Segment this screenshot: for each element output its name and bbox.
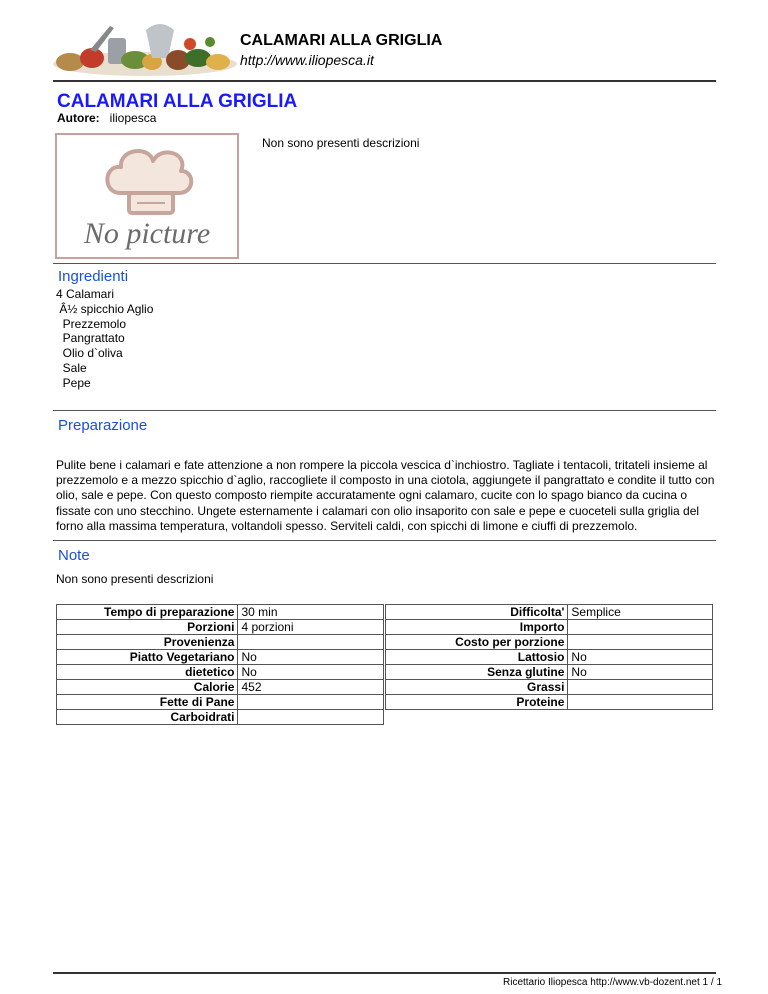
info-label: Piatto Vegetariano <box>57 650 238 665</box>
info-label: Provenienza <box>57 635 238 650</box>
preparation-text: Pulite bene i calamari e fate attenzione a non rompere la piccola vescica d`inchiostro. Tagliate i tentacoli, tritateli insieme al prezzemolo e a mezzo spicchio d`aglio, raccogliete il composto in una ciotola, aggiungete il pangrattato e condite il tutto con olio, sale e pepe. Con questo composto riempite accuratamente ogni calamaro, cucite con lo spago bianco da cucina o fissate con uno stecchino. Ungete esternamente i calamari con olio insaporito con sale e pepe e cuoceteli sulla griglia del forno alla massima temperatura, voltandoli spesso. Serviteli caldi, con spicchi di limone e ciuffi di prezzemolo. <box>56 458 715 533</box>
site-url[interactable]: http://www.iliopesca.it <box>240 52 374 68</box>
info-value: No <box>238 665 384 680</box>
ingredient-item: Prezzemolo <box>56 316 127 331</box>
info-label: dietetico <box>57 665 238 680</box>
info-value <box>568 680 713 695</box>
info-value <box>568 695 713 710</box>
info-label: Difficolta' <box>386 605 568 620</box>
info-row <box>386 605 713 620</box>
info-row <box>386 635 713 650</box>
footer-divider <box>53 972 716 974</box>
info-value: 452 <box>238 680 384 695</box>
page-header <box>0 0 768 80</box>
info-label: Proteine <box>386 695 568 710</box>
info-label: Importo <box>386 620 568 635</box>
ingredient-item: Olio d`oliva <box>56 346 123 361</box>
ingredients-heading: Ingredienti <box>58 268 129 285</box>
info-value <box>238 710 384 725</box>
info-value: 4 porzioni <box>238 620 384 635</box>
info-value <box>568 620 713 635</box>
ingredients-list <box>56 287 153 391</box>
info-value: No <box>568 665 713 680</box>
info-table-left <box>56 604 384 725</box>
info-row <box>386 695 713 710</box>
info-value: Semplice <box>568 605 713 620</box>
site-title: CALAMARI ALLA GRIGLIA <box>240 32 443 49</box>
header-divider <box>53 80 716 82</box>
info-row <box>386 620 713 635</box>
recipe-title: CALAMARI ALLA GRIGLIA <box>57 91 298 112</box>
ingredient-item: 4 Calamari <box>56 287 115 301</box>
info-row <box>386 680 713 695</box>
no-picture-placeholder <box>55 133 239 259</box>
info-row <box>386 665 713 680</box>
info-label: Lattosio <box>386 650 568 665</box>
info-row <box>57 620 384 635</box>
page-footer: Ricettario Iliopesca http://www.vb-dozent.net 1 / 1 <box>503 977 722 988</box>
recipe-description: Non sono presenti descrizioni <box>262 136 420 150</box>
notes-heading: Note <box>58 547 90 564</box>
info-row <box>57 710 384 725</box>
author-label: Autore: <box>57 111 100 125</box>
info-row <box>57 605 384 620</box>
info-row <box>57 695 384 710</box>
info-row <box>57 635 384 650</box>
notes-text: Non sono presenti descrizioni <box>56 572 214 586</box>
info-label: Senza glutine <box>386 665 568 680</box>
kitchen-banner-image <box>50 18 240 78</box>
recipe-author <box>57 111 156 125</box>
info-row <box>57 650 384 665</box>
preparation-heading: Preparazione <box>58 417 148 434</box>
info-value <box>238 635 384 650</box>
ingredient-item: Pangrattato <box>56 331 125 346</box>
info-label: Porzioni <box>57 620 238 635</box>
ingredients-divider <box>53 263 716 264</box>
no-picture-text: No picture <box>83 217 211 250</box>
ingredient-item: Pepe <box>56 375 91 390</box>
info-label: Calorie <box>57 680 238 695</box>
info-label: Carboidrati <box>57 710 238 725</box>
info-label: Grassi <box>386 680 568 695</box>
info-row <box>57 665 384 680</box>
ingredient-item: Sale <box>56 360 87 375</box>
info-value: No <box>568 650 713 665</box>
info-row <box>57 680 384 695</box>
info-label: Fette di Pane <box>57 695 238 710</box>
info-value <box>238 695 384 710</box>
info-label: Costo per porzione <box>386 635 568 650</box>
preparation-divider <box>53 410 716 411</box>
info-value: 30 min <box>238 605 384 620</box>
info-value <box>568 635 713 650</box>
ingredient-item: Â½ spicchio Aglio <box>56 301 154 316</box>
info-table-right <box>385 604 713 710</box>
info-label: Tempo di preparazione <box>57 605 238 620</box>
info-value: No <box>238 650 384 665</box>
info-row <box>386 650 713 665</box>
chef-hat-icon <box>57 135 237 257</box>
author-name: iliopesca <box>109 111 157 125</box>
notes-divider <box>53 540 716 541</box>
